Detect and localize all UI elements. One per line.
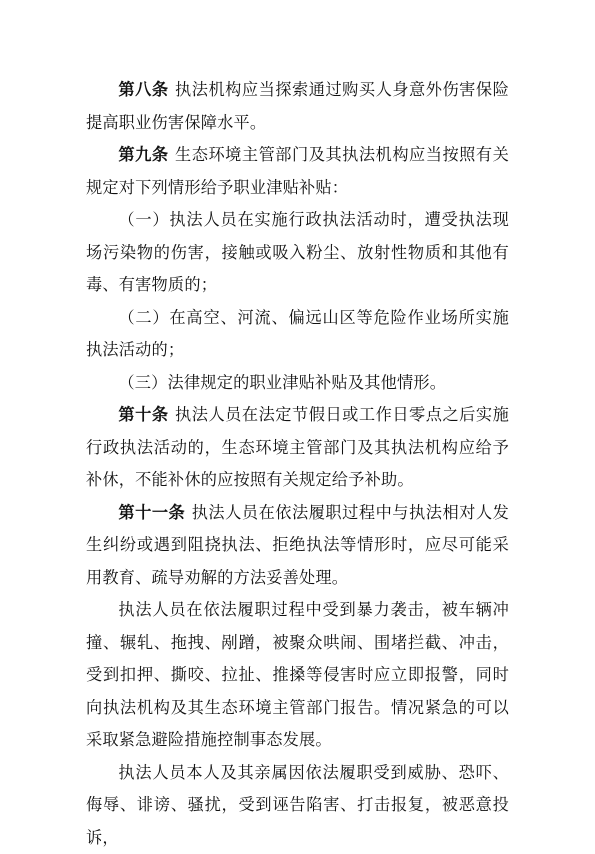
article-11-paragraph-2-text: 执法人员在依法履职过程中受到暴力袭击，被车辆冲撞、辗轧、拖拽、剐蹭，被聚众哄闹、围堵拦截、冲击，受到扣押、撕咬、拉扯、推搡等侵害时应立即报警，同时向执法机构及其生态环境主管部门报告。情况紧急的可以采取紧急避险措施控制事态发展。 bbox=[86, 600, 509, 749]
article-9-item-1-text: （一）执法人员在实施行政执法活动时，遭受执法现场污染物的伤害，接触或吸入粉尘、放射性物质和其他有毒、有害物质的； bbox=[86, 210, 509, 294]
article-10-text: 执法人员在法定节假日或工作日零点之后实施行政执法活动的，生态环境主管部门及其执法机构应给予补休，不能补休的应按照有关规定给予补助。 bbox=[86, 405, 509, 489]
article-9-item-1 bbox=[86, 204, 509, 302]
article-10-paragraph bbox=[86, 399, 509, 497]
article-9-item-2-text: （二）在高空、河流、偏远山区等危险作业场所实施执法活动的； bbox=[86, 308, 509, 360]
article-11-paragraph-3 bbox=[86, 757, 509, 854]
article-11-paragraph bbox=[86, 497, 509, 595]
article-11-paragraph-3-text: 执法人员本人及其亲属因依法履职受到威胁、恐吓、侮辱、诽谤、骚扰，受到诬告陷害、打击报复，被恶意投诉， bbox=[86, 763, 509, 847]
article-9-heading: 第九条 bbox=[118, 145, 168, 164]
article-9-text: 生态环境主管部门及其执法机构应当按照有关规定对下列情形给予职业津贴补贴： bbox=[86, 145, 509, 197]
article-8-heading: 第八条 bbox=[118, 80, 168, 99]
article-9-paragraph bbox=[86, 139, 509, 204]
article-9-item-3 bbox=[86, 367, 509, 400]
article-8-paragraph bbox=[86, 74, 509, 139]
article-8-text: 执法机构应当探索通过购买人身意外伤害保险提高职业伤害保障水平。 bbox=[86, 80, 509, 132]
article-10-heading: 第十条 bbox=[118, 405, 168, 424]
article-11-heading: 第十一条 bbox=[118, 503, 185, 522]
article-11-paragraph-2 bbox=[86, 594, 509, 757]
article-9-item-3-text: （三）法律规定的职业津贴补贴及其他情形。 bbox=[118, 373, 446, 392]
article-9-item-2 bbox=[86, 302, 509, 367]
article-11-text: 执法人员在依法履职过程中与执法相对人发生纠纷或遇到阻挠执法、拒绝执法等情形时，应尽可能采用教育、疏导劝解的方法妥善处理。 bbox=[86, 503, 509, 587]
